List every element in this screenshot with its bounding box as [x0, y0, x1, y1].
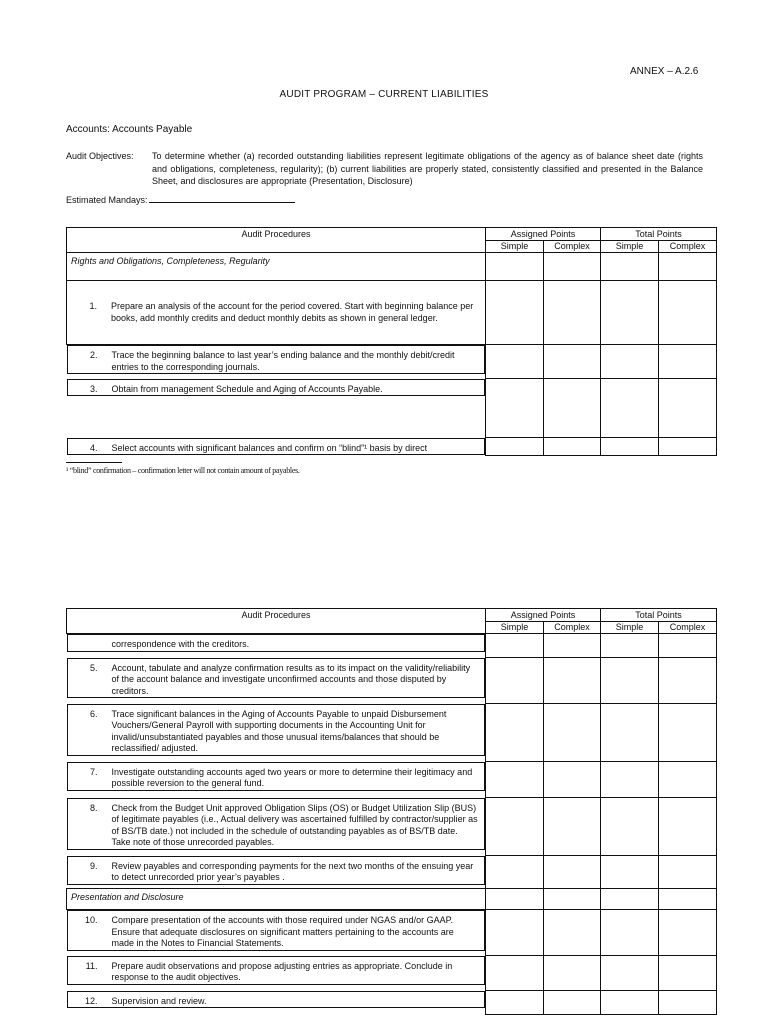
procedure-text: Supervision and review. [111, 995, 207, 1006]
points-cell [659, 889, 717, 910]
points-cell [659, 634, 717, 658]
procedure-number: 7. [89, 766, 98, 777]
audit-procedures-table-1 [66, 227, 717, 456]
procedure-text: Trace significant balances in the Aging of Accounts Payable to unpaid Disbursement Vouchers/General Payroll with supporting documents in the Accounting Unit for invalid/unsubstantiated payables and those unusual items/balances that should be reclassified/ adjusted. [111, 708, 447, 753]
annex-label: ANNEX – A.2.6 [630, 66, 699, 77]
points-cell [486, 658, 544, 704]
header-assigned-points: Assigned Points [486, 228, 601, 241]
points-cell [659, 704, 717, 762]
points-cell [659, 856, 717, 889]
points-cell [544, 798, 601, 856]
points-cell [486, 798, 544, 856]
points-cell [601, 345, 659, 379]
points-cell [601, 856, 659, 889]
points-cell [659, 762, 717, 798]
procedure-text: correspondence with the creditors. [111, 639, 250, 649]
points-cell [486, 345, 544, 379]
procedure-number: 9. [89, 860, 98, 871]
procedure-row [67, 438, 486, 456]
points-cell [544, 281, 601, 345]
procedure-row [67, 910, 486, 951]
procedure-text: Check from the Budget Unit approved Obligation Slips (OS) or Budget Utilization Slip (BUS) of legitimate payables (i.e., Actual delivery was ascertained fulfilled by contractor/supplier as of BS/TB date.) not included in the schedule of outstanding payables as of BS/TB date. Take note of those unrecorded payables. [111, 802, 478, 847]
header-complex: Complex [544, 622, 601, 634]
procedure-text: Select accounts with significant balances and confirm on “blind”¹ basis by direct [111, 442, 428, 453]
header-simple: Simple [601, 241, 659, 253]
procedure-row [67, 798, 486, 850]
procedure-number: 3. [89, 383, 98, 394]
audit-procedures-table-2 [66, 608, 717, 1015]
points-cell [486, 438, 544, 456]
procedure-row [67, 281, 486, 345]
points-cell [486, 856, 544, 889]
section-heading: Rights and Obligations, Completeness, Regularity [67, 253, 486, 281]
points-cell [544, 379, 601, 438]
header-simple: Simple [486, 622, 544, 634]
header-complex: Complex [659, 241, 717, 253]
procedure-number: 1. [89, 301, 97, 311]
procedure-number: 6. [89, 708, 98, 719]
procedure-text: Obtain from management Schedule and Aging of Accounts Payable. [111, 383, 383, 394]
points-cell [659, 956, 717, 991]
points-cell [486, 253, 544, 281]
points-cell [601, 658, 659, 704]
points-cell [544, 889, 601, 910]
points-cell [601, 253, 659, 281]
points-cell [486, 910, 544, 956]
procedure-number: 4. [89, 442, 98, 453]
procedure-row [67, 956, 486, 985]
audit-objectives [66, 150, 703, 188]
points-cell [601, 762, 659, 798]
section-heading: Presentation and Disclosure [67, 889, 486, 910]
header-audit-procedures: Audit Procedures [67, 609, 486, 634]
points-cell [601, 889, 659, 910]
procedure-text: Compare presentation of the accounts with those required under NGAS and/or GAAP. Ensure that adequate disclosures on significant matters pertaining to the accounts are made in the Notes to Financial Statements. [111, 915, 454, 948]
points-cell [659, 658, 717, 704]
procedure-text: Investigate outstanding accounts aged two years or more to determine their legitimacy and possible reversion to the general fund. [111, 766, 473, 788]
procedure-row [67, 762, 486, 791]
header-total-points: Total Points [601, 228, 717, 241]
header-simple: Simple [486, 241, 544, 253]
points-cell [544, 956, 601, 991]
accounts-line: Accounts: Accounts Payable [66, 124, 193, 135]
points-cell [659, 910, 717, 956]
header-audit-procedures: Audit Procedures [67, 228, 486, 253]
page-title: AUDIT PROGRAM – CURRENT LIABILITIES [279, 89, 489, 100]
procedure-number: 10. [84, 915, 98, 925]
points-cell [601, 991, 659, 1015]
procedure-text: Trace the beginning balance to last year’s ending balance and the monthly debit/credit entries to the corresponding journals. [111, 350, 455, 372]
procedure-text: Prepare audit observations and propose adjusting entries as appropriate. Conclude in response to the audit objectives. [111, 960, 453, 982]
header-total-points: Total Points [601, 609, 717, 622]
points-cell [601, 438, 659, 456]
procedure-text: Prepare an analysis of the account for the period covered. Start with beginning balance per books, add monthly credits and deduct monthly debits as shown in general ledger. [111, 301, 474, 323]
procedure-row [67, 991, 486, 1009]
points-cell [601, 379, 659, 438]
points-cell [601, 910, 659, 956]
procedure-row [67, 704, 486, 756]
points-cell [486, 762, 544, 798]
header-complex: Complex [659, 622, 717, 634]
footnote: ¹ “blind” confirmation – confirmation letter will not contain amount of payables. [66, 466, 300, 475]
procedure-number: 11. [85, 960, 98, 971]
procedure-text: Review payables and corresponding payments for the next two months of the ensuing year to detect unrecorded prior year’s payables . [111, 860, 474, 882]
mandays-label: Estimated Mandays: [66, 195, 148, 205]
points-cell [486, 379, 544, 438]
points-cell [544, 634, 601, 658]
procedure-number: 2. [89, 350, 98, 360]
procedure-row [67, 634, 486, 652]
points-cell [601, 798, 659, 856]
points-cell [486, 281, 544, 345]
points-cell [486, 991, 544, 1015]
points-cell [486, 634, 544, 658]
points-cell [659, 379, 717, 438]
procedure-number: 12. [84, 995, 98, 1006]
procedure-row [67, 345, 486, 374]
header-simple: Simple [601, 622, 659, 634]
procedure-row [67, 658, 486, 699]
procedure-number: 5. [89, 662, 98, 673]
points-cell [544, 704, 601, 762]
points-cell [601, 956, 659, 991]
points-cell [601, 634, 659, 658]
header-complex: Complex [544, 241, 601, 253]
procedure-row [67, 856, 486, 885]
procedure-number: 8. [89, 802, 98, 813]
procedure-text: Account, tabulate and analyze confirmation results as to its impact on the validity/reliability of the account balance and investigate unconfirmed accounts and those disputed by creditors. [111, 662, 471, 696]
estimated-mandays [66, 193, 295, 205]
points-cell [544, 991, 601, 1015]
points-cell [659, 991, 717, 1015]
points-cell [544, 345, 601, 379]
points-cell [544, 910, 601, 956]
points-cell [486, 956, 544, 991]
points-cell [544, 438, 601, 456]
points-cell [659, 345, 717, 379]
points-cell [544, 658, 601, 704]
points-cell [601, 704, 659, 762]
objectives-text: To determine whether (a) recorded outstanding liabilities represent legitimate obligations of the agency as of balance sheet date (rights and obligations, completeness, regularity); (b) current liabilities are properly stated, consistently classified and presented in the Balance Sheet, and disclosures are appropriate (Presentation, Disclosure) [152, 151, 703, 186]
points-cell [486, 704, 544, 762]
points-cell [544, 253, 601, 281]
points-cell [659, 253, 717, 281]
procedure-row [67, 379, 486, 397]
points-cell [659, 438, 717, 456]
objectives-label: Audit Objectives: [66, 151, 134, 161]
points-cell [659, 798, 717, 856]
points-cell [486, 889, 544, 910]
points-cell [544, 762, 601, 798]
header-assigned-points: Assigned Points [486, 609, 601, 622]
points-cell [544, 856, 601, 889]
mandays-blank-line [149, 193, 295, 203]
points-cell [659, 281, 717, 345]
footnote-rule [66, 462, 122, 463]
points-cell [601, 281, 659, 345]
